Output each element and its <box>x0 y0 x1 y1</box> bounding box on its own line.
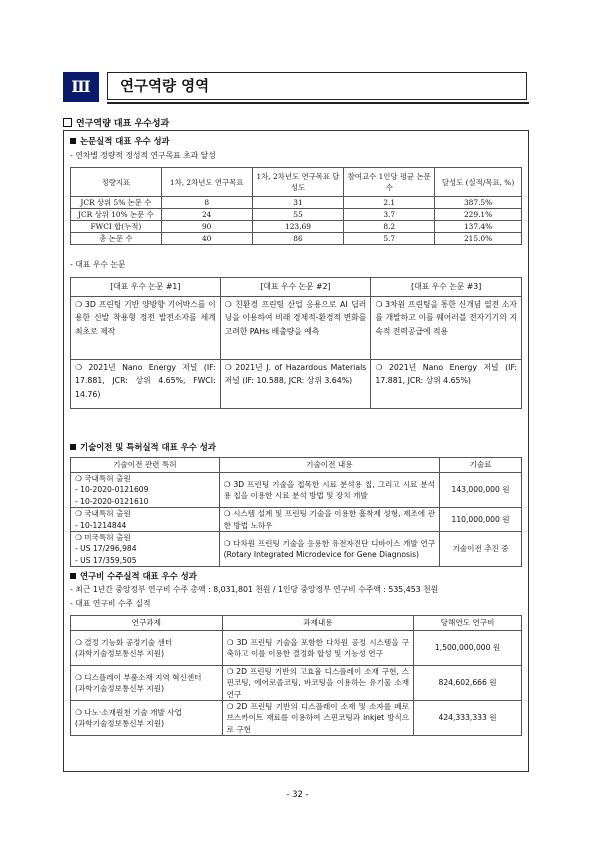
table-row: JCR 상위 10% 논문 수 24 55 3.7 229.1% <box>71 209 522 221</box>
table-row: ❍ 국내특허 출원 - 10-1214844 ❍ 시스템 설계 및 프린팅 기술을 이용한 흡착제 성형, 제조에 관한 방법 노하우 110,000,000 원 <box>71 508 522 532</box>
tech-subtitle: 기술이전 및 특허실적 대표 우수 성과 <box>70 441 216 453</box>
header-cell: 당해연도 연구비 <box>414 616 522 631</box>
papers-line2: - 대표 우수 논문 <box>70 260 126 269</box>
table-header-row <box>71 168 522 197</box>
tech-transfer-table <box>70 457 522 567</box>
fund-line2: - 대표 연구비 수주 실적 <box>70 599 151 608</box>
table-row: JCR 상위 5% 논문 수 8 31 2.1 387.5% <box>71 197 522 209</box>
header-cell: 과제내용 <box>222 616 414 631</box>
section-heading-text: 연구역량 대표 우수성과 <box>76 119 170 129</box>
table-row: 총 논문 수 40 86 5.7 215.0% <box>71 233 522 245</box>
header-cell: 달성도 (실적/목표, %) <box>435 168 522 197</box>
table-row: ❍ 국내특허 출원 - 10-2020-0121609 - 10-2020-0121610 ❍ 3D 프린팅 기술을 접목한 시료 분석용 칩, 그리고 시료 분석용 칩을 이용한 시료 분석 방법 및 장치 개발 143,000,000 원 <box>71 473 522 508</box>
papers-metrics-table <box>70 167 522 245</box>
table-header-row <box>71 458 522 473</box>
chapter-header <box>63 72 529 102</box>
table-row: ❍ 2021년 Nano Energy 저널 (IF: 17.881, JCR: 상위 4.65%, FWCI: 14.76) ❍ 2021년 J. of Hazardous Materials 저널 (IF: 10.588, JCR: 상위 3.64%) ❍ 2021년 Nano Energy 저널 (IF: 17.881, JCR: 상위 4.65%) <box>71 359 522 408</box>
header-cell: 기술이전 관련 특허 <box>71 458 220 473</box>
fund-subtitle: 연구비 수주실적 대표 우수 성과 <box>70 570 197 582</box>
header-cell: 기술료 <box>440 458 522 473</box>
table-row: FWCI 합(누적) 90 123.69 8.2 137.4% <box>71 221 522 233</box>
table-row: ❍ 디스플레이 부품소재 지역 혁신센터 (과학기술정보통신부 지원) ❍ 2D 프린팅 기반의 고효율 디스플레이 소재 구현, 스핀코팅, 에어로졸코팅, 바코팅을 이용하는 유기물 소재 연구 824,602,666 원 <box>71 666 522 701</box>
chapter-number: Ⅲ <box>63 72 99 102</box>
bullet-square-icon <box>70 138 76 144</box>
chapter-title: 연구역량 영역 <box>107 72 527 100</box>
research-fund-table <box>70 615 522 736</box>
table-row: ❍ 결정 기능화 공정기술 센터 (과학기술정보통신부 지원) ❍ 3D 프린팅 기술을 포함한 다차원 공정 시스템을 구축하고 이를 이용한 결정화 합성 및 기능성 연구 1,500,000,000 원 <box>71 631 522 666</box>
table-header-row <box>71 616 522 631</box>
table-row: ❍ 미국특허 출원 - US 17/296,984 - US 17/359,505 ❍ 다차원 프린팅 기술을 응용한 유전자진단 디바이스 개발 연구 (Rotary Integrated Microdevice for Gene Diagnosis) 기술이전 추진 중 <box>71 532 522 567</box>
table-header-row <box>71 278 522 297</box>
header-cell: [대표 우수 논문 #1] <box>71 278 221 297</box>
header-cell: 참여교수 1인당 평균 논문수 <box>344 168 435 197</box>
bullet-square-icon <box>70 444 76 450</box>
header-cell: 1차, 2차년도 연구목표 <box>161 168 252 197</box>
checkbox-square-icon <box>63 118 72 127</box>
representative-papers-table <box>70 277 522 409</box>
header-cell: 기술이전 내용 <box>219 458 439 473</box>
papers-subtitle: 논문실적 대표 우수 성과 <box>70 135 170 147</box>
table-row: ❍ 나노·소재원천 기술 개발 사업 (과학기술정보통신부 지원) ❍ 2D 프린팅 기반의 디스플레이 소재 및 소자를 페로브스카이트 재료를 이용하여 스핀코팅과 inkjet 방식으로 구현 424,333,333 원 <box>71 701 522 736</box>
fund-line1: - 최근 1년간 중앙정부 연구비 수주 총액 : 8,031,801 천원 / 1인당 중앙정부 연구비 수주액 : 535,453 천원 <box>70 585 439 594</box>
header-cell: [대표 우수 논문 #3] <box>371 278 522 297</box>
achievements-panel <box>63 130 529 772</box>
header-cell: 연구과제 <box>71 616 223 631</box>
header-cell: 1차, 2차년도 연구목표 달성도 <box>252 168 344 197</box>
title-underline <box>107 102 529 104</box>
table-row: ❍ 3D 프린팅 기반 양방향 기어박스를 이용한 신발 착용형 정전 발전소자를 세계 최초로 제작 ❍ 친환경 프린팅 산업 응용으로 AI 딥러닝을 이용하여 비래 경제적-환경적 변화를 고려한 PAHs 배출량을 예측 ❍ 3차원 프린팅을 통한 신개념 열전 소자를 개발하고 이를 웨어러블 전자기기의 지속적 전력공급에 적용 <box>71 296 522 359</box>
header-cell: [대표 우수 논문 #2] <box>220 278 371 297</box>
page-number: - 32 - <box>286 790 309 800</box>
section-heading <box>63 116 169 129</box>
header-cell: 정량지표 <box>71 168 162 197</box>
papers-line1: - 연차별 정량적 정성적 연구목표 초과 달성 <box>70 151 216 160</box>
bullet-square-icon <box>70 573 76 579</box>
